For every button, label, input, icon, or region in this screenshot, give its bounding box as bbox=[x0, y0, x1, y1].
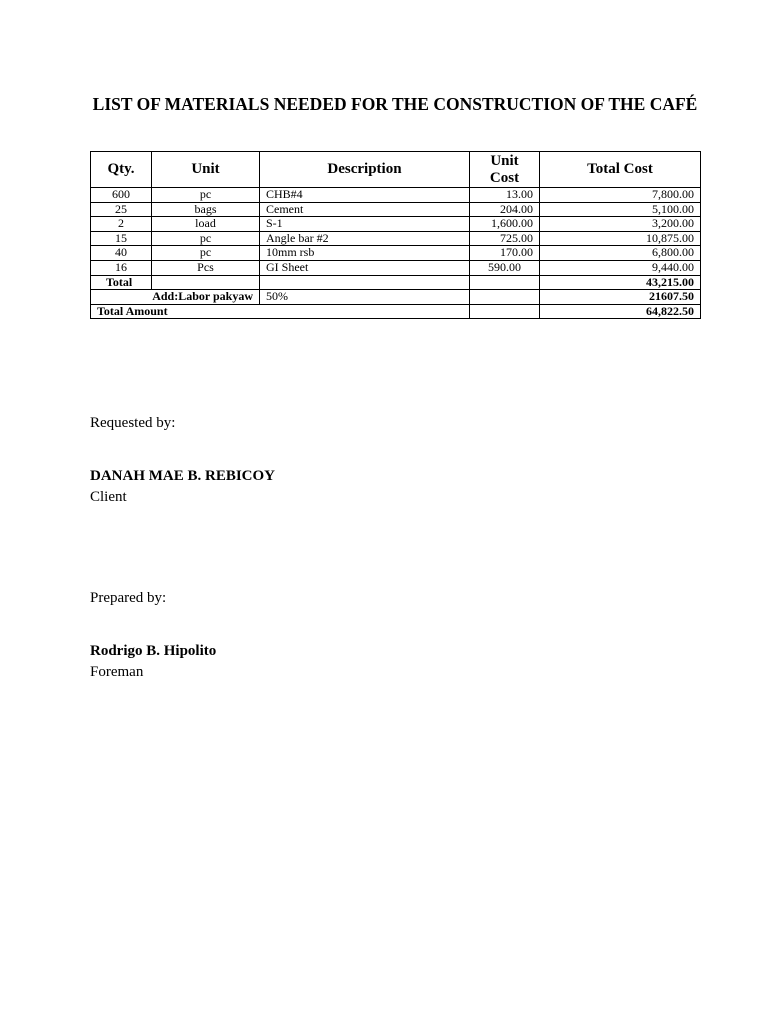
cell-total-cost: 3,200.00 bbox=[540, 217, 701, 232]
cell-unit-cost: 1,600.00 bbox=[470, 217, 540, 232]
cell-total-cost: 7,800.00 bbox=[540, 188, 701, 203]
header-unit: Unit bbox=[152, 152, 260, 188]
total-label: Total bbox=[91, 275, 152, 290]
cell-description: CHB#4 bbox=[260, 188, 470, 203]
cell-total-cost: 9,440.00 bbox=[540, 260, 701, 275]
table-row bbox=[91, 188, 701, 203]
labor-value: 21607.50 bbox=[540, 290, 701, 305]
cell-unit: pc bbox=[152, 246, 260, 261]
header-unit-cost: Unit Cost bbox=[470, 152, 540, 188]
cell-qty: 16 bbox=[91, 260, 152, 275]
cell-unit: bags bbox=[152, 202, 260, 217]
table-row bbox=[91, 260, 701, 275]
total-amount-label: Total Amount bbox=[91, 304, 470, 319]
table-row bbox=[91, 202, 701, 217]
requested-by-role: Client bbox=[90, 489, 127, 505]
total-value: 43,215.00 bbox=[540, 275, 701, 290]
materials-table bbox=[90, 151, 701, 319]
total-amount-row bbox=[91, 304, 701, 319]
document-title: LIST OF MATERIALS NEEDED FOR THE CONSTRUCTION OF THE CAFÉ bbox=[92, 94, 698, 114]
prepared-by-label: Prepared by: bbox=[90, 590, 167, 606]
cell-unit: pc bbox=[152, 231, 260, 246]
table-row bbox=[91, 246, 701, 261]
header-qty: Qty. bbox=[91, 152, 152, 188]
cell-description: GI Sheet bbox=[260, 260, 470, 275]
cell-total-cost: 6,800.00 bbox=[540, 246, 701, 261]
cell-total-cost: 5,100.00 bbox=[540, 202, 701, 217]
cell-description: Cement bbox=[260, 202, 470, 217]
cell-qty: 15 bbox=[91, 231, 152, 246]
prepared-by-block bbox=[90, 588, 216, 683]
total-amount-value: 64,822.50 bbox=[540, 304, 701, 319]
cell-unit-cost: 725.00 bbox=[470, 231, 540, 246]
cell-qty: 25 bbox=[91, 202, 152, 217]
prepared-by-role: Foreman bbox=[90, 664, 144, 680]
table-row bbox=[91, 231, 701, 246]
requested-by-block bbox=[90, 413, 275, 508]
empty-cell bbox=[152, 275, 260, 290]
empty-cell bbox=[470, 275, 540, 290]
cell-unit: Pcs bbox=[152, 260, 260, 275]
cell-qty: 40 bbox=[91, 246, 152, 261]
prepared-by-name: Rodrigo B. Hipolito bbox=[90, 643, 217, 659]
header-total-cost: Total Cost bbox=[540, 152, 701, 188]
cell-unit-cost: 170.00 bbox=[470, 246, 540, 261]
labor-label: Add:Labor pakyaw bbox=[91, 290, 260, 305]
table-header-row bbox=[91, 152, 701, 188]
empty-cell bbox=[470, 290, 540, 305]
cell-unit-cost: 590.00 bbox=[470, 260, 540, 275]
cell-description: Angle bar #2 bbox=[260, 231, 470, 246]
requested-by-label: Requested by: bbox=[90, 415, 176, 431]
total-row bbox=[91, 275, 701, 290]
requested-by-name: DANAH MAE B. REBICOY bbox=[90, 468, 276, 484]
cell-unit: pc bbox=[152, 188, 260, 203]
cell-qty: 600 bbox=[91, 188, 152, 203]
labor-row bbox=[91, 290, 701, 305]
header-description: Description bbox=[260, 152, 470, 188]
cell-description: S-1 bbox=[260, 217, 470, 232]
cell-qty: 2 bbox=[91, 217, 152, 232]
empty-cell bbox=[260, 275, 470, 290]
cell-unit-cost: 204.00 bbox=[470, 202, 540, 217]
cell-unit: load bbox=[152, 217, 260, 232]
labor-rate: 50% bbox=[260, 290, 470, 305]
cell-description: 10mm rsb bbox=[260, 246, 470, 261]
cell-total-cost: 10,875.00 bbox=[540, 231, 701, 246]
cell-unit-cost: 13.00 bbox=[470, 188, 540, 203]
empty-cell bbox=[470, 304, 540, 319]
table-row bbox=[91, 217, 701, 232]
